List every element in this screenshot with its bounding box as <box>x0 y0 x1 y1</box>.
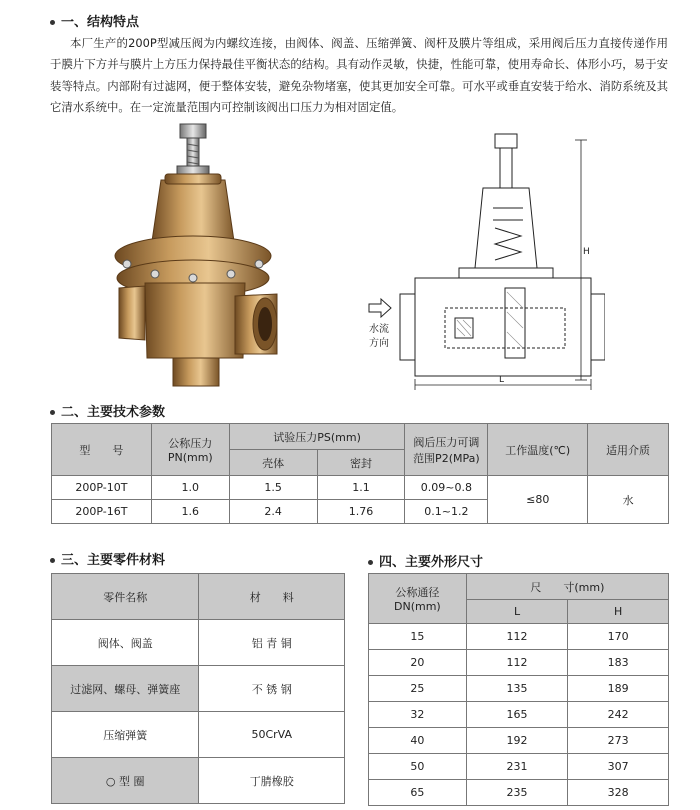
table-row: 15 112 170 <box>369 624 669 650</box>
intro-paragraph: 本厂生产的200P型减压阀为内螺纹连接，由阀体、阀盖、压缩弹簧、阀杆及膜片等组成，采用阀后压力直接传递作用于膜片下方并与膜片上方压力保持最佳平衡状态的结构。具有动作灵敏，快捷，性能可靠，使用寿命长、体形小巧，易于安装等特点。内部附有过滤网，便于整体安装，避免杂物堵塞，使其更加安全可靠。可水平或垂直安装于给水、消防系统及其它清水系统中。在一定流量范围内可控制该阀出口压力为相对固定值。 <box>50 36 668 114</box>
table-header-row <box>369 574 669 600</box>
table-header-row <box>52 574 345 620</box>
section-title-parts-materials: 三、主要零件材料 <box>50 549 165 568</box>
col-shell: 壳体 <box>229 450 317 476</box>
bullet-icon <box>50 410 55 415</box>
col-nominal-pressure: 公称压力 PN(mm) <box>151 424 229 476</box>
bullet-icon <box>368 560 373 565</box>
col-nominal-diameter: 公称通径 DN(mm) <box>369 574 467 624</box>
col-size: 尺 寸(mm) <box>466 574 668 600</box>
table-row: ○ 型 圈 丁腈橡胶 <box>52 758 345 804</box>
col-seal: 密封 <box>317 450 405 476</box>
parts-materials-table <box>51 573 345 804</box>
col-test-pressure: 试验压力PS(mm) <box>229 424 405 450</box>
medium-cell: 水 <box>588 476 669 524</box>
col-working-temp: 工作温度(℃) <box>488 424 588 476</box>
section-title-tech-params: 二、主要技术参数 <box>50 401 165 420</box>
temp-cell: ≤80 <box>488 476 588 524</box>
col-part-name: 零件名称 <box>52 574 199 620</box>
col-l: L <box>466 600 568 624</box>
col-outlet-pressure: 阀后压力可调 范围P2(MPa) <box>405 424 488 476</box>
table-row: 40 192 273 <box>369 728 669 754</box>
valve-cross-section-drawing <box>355 128 605 390</box>
table-row: 压缩弹簧 50CrVA <box>52 712 345 758</box>
dimension-h-label: H <box>583 247 590 257</box>
col-material: 材 料 <box>199 574 345 620</box>
table-row: 25 135 189 <box>369 676 669 702</box>
table-row: 20 112 183 <box>369 650 669 676</box>
col-medium: 适用介质 <box>588 424 669 476</box>
section-title-structure: 一、结构特点 <box>50 11 139 30</box>
table-row: 65 235 328 <box>369 780 669 806</box>
col-h: H <box>568 600 669 624</box>
section-title-dimensions: 四、主要外形尺寸 <box>368 551 483 570</box>
dimension-l-label: L <box>499 375 505 385</box>
dimensions-table <box>368 573 669 806</box>
table-row: 阀体、阀盖 铝 青 铜 <box>52 620 345 666</box>
table-row: 过滤网、螺母、弹簧座 不 锈 钢 <box>52 666 345 712</box>
bullet-icon <box>50 558 55 563</box>
bullet-icon <box>50 20 55 25</box>
col-model: 型 号 <box>52 424 152 476</box>
tech-params-table <box>51 423 669 524</box>
flow-label-2: 方向 <box>369 338 389 349</box>
table-row: 32 165 242 <box>369 702 669 728</box>
table-row: 50 231 307 <box>369 754 669 780</box>
table-row: 200P-16T 1.6 2.4 1.76 0.1~1.2 <box>52 500 669 524</box>
flow-label-1: 水流 <box>369 324 389 335</box>
table-row: 200P-10T 1.0 1.5 1.1 0.09~0.8 ≤80 水 <box>52 476 669 500</box>
valve-photo <box>105 118 280 393</box>
table-header-row <box>52 424 669 450</box>
